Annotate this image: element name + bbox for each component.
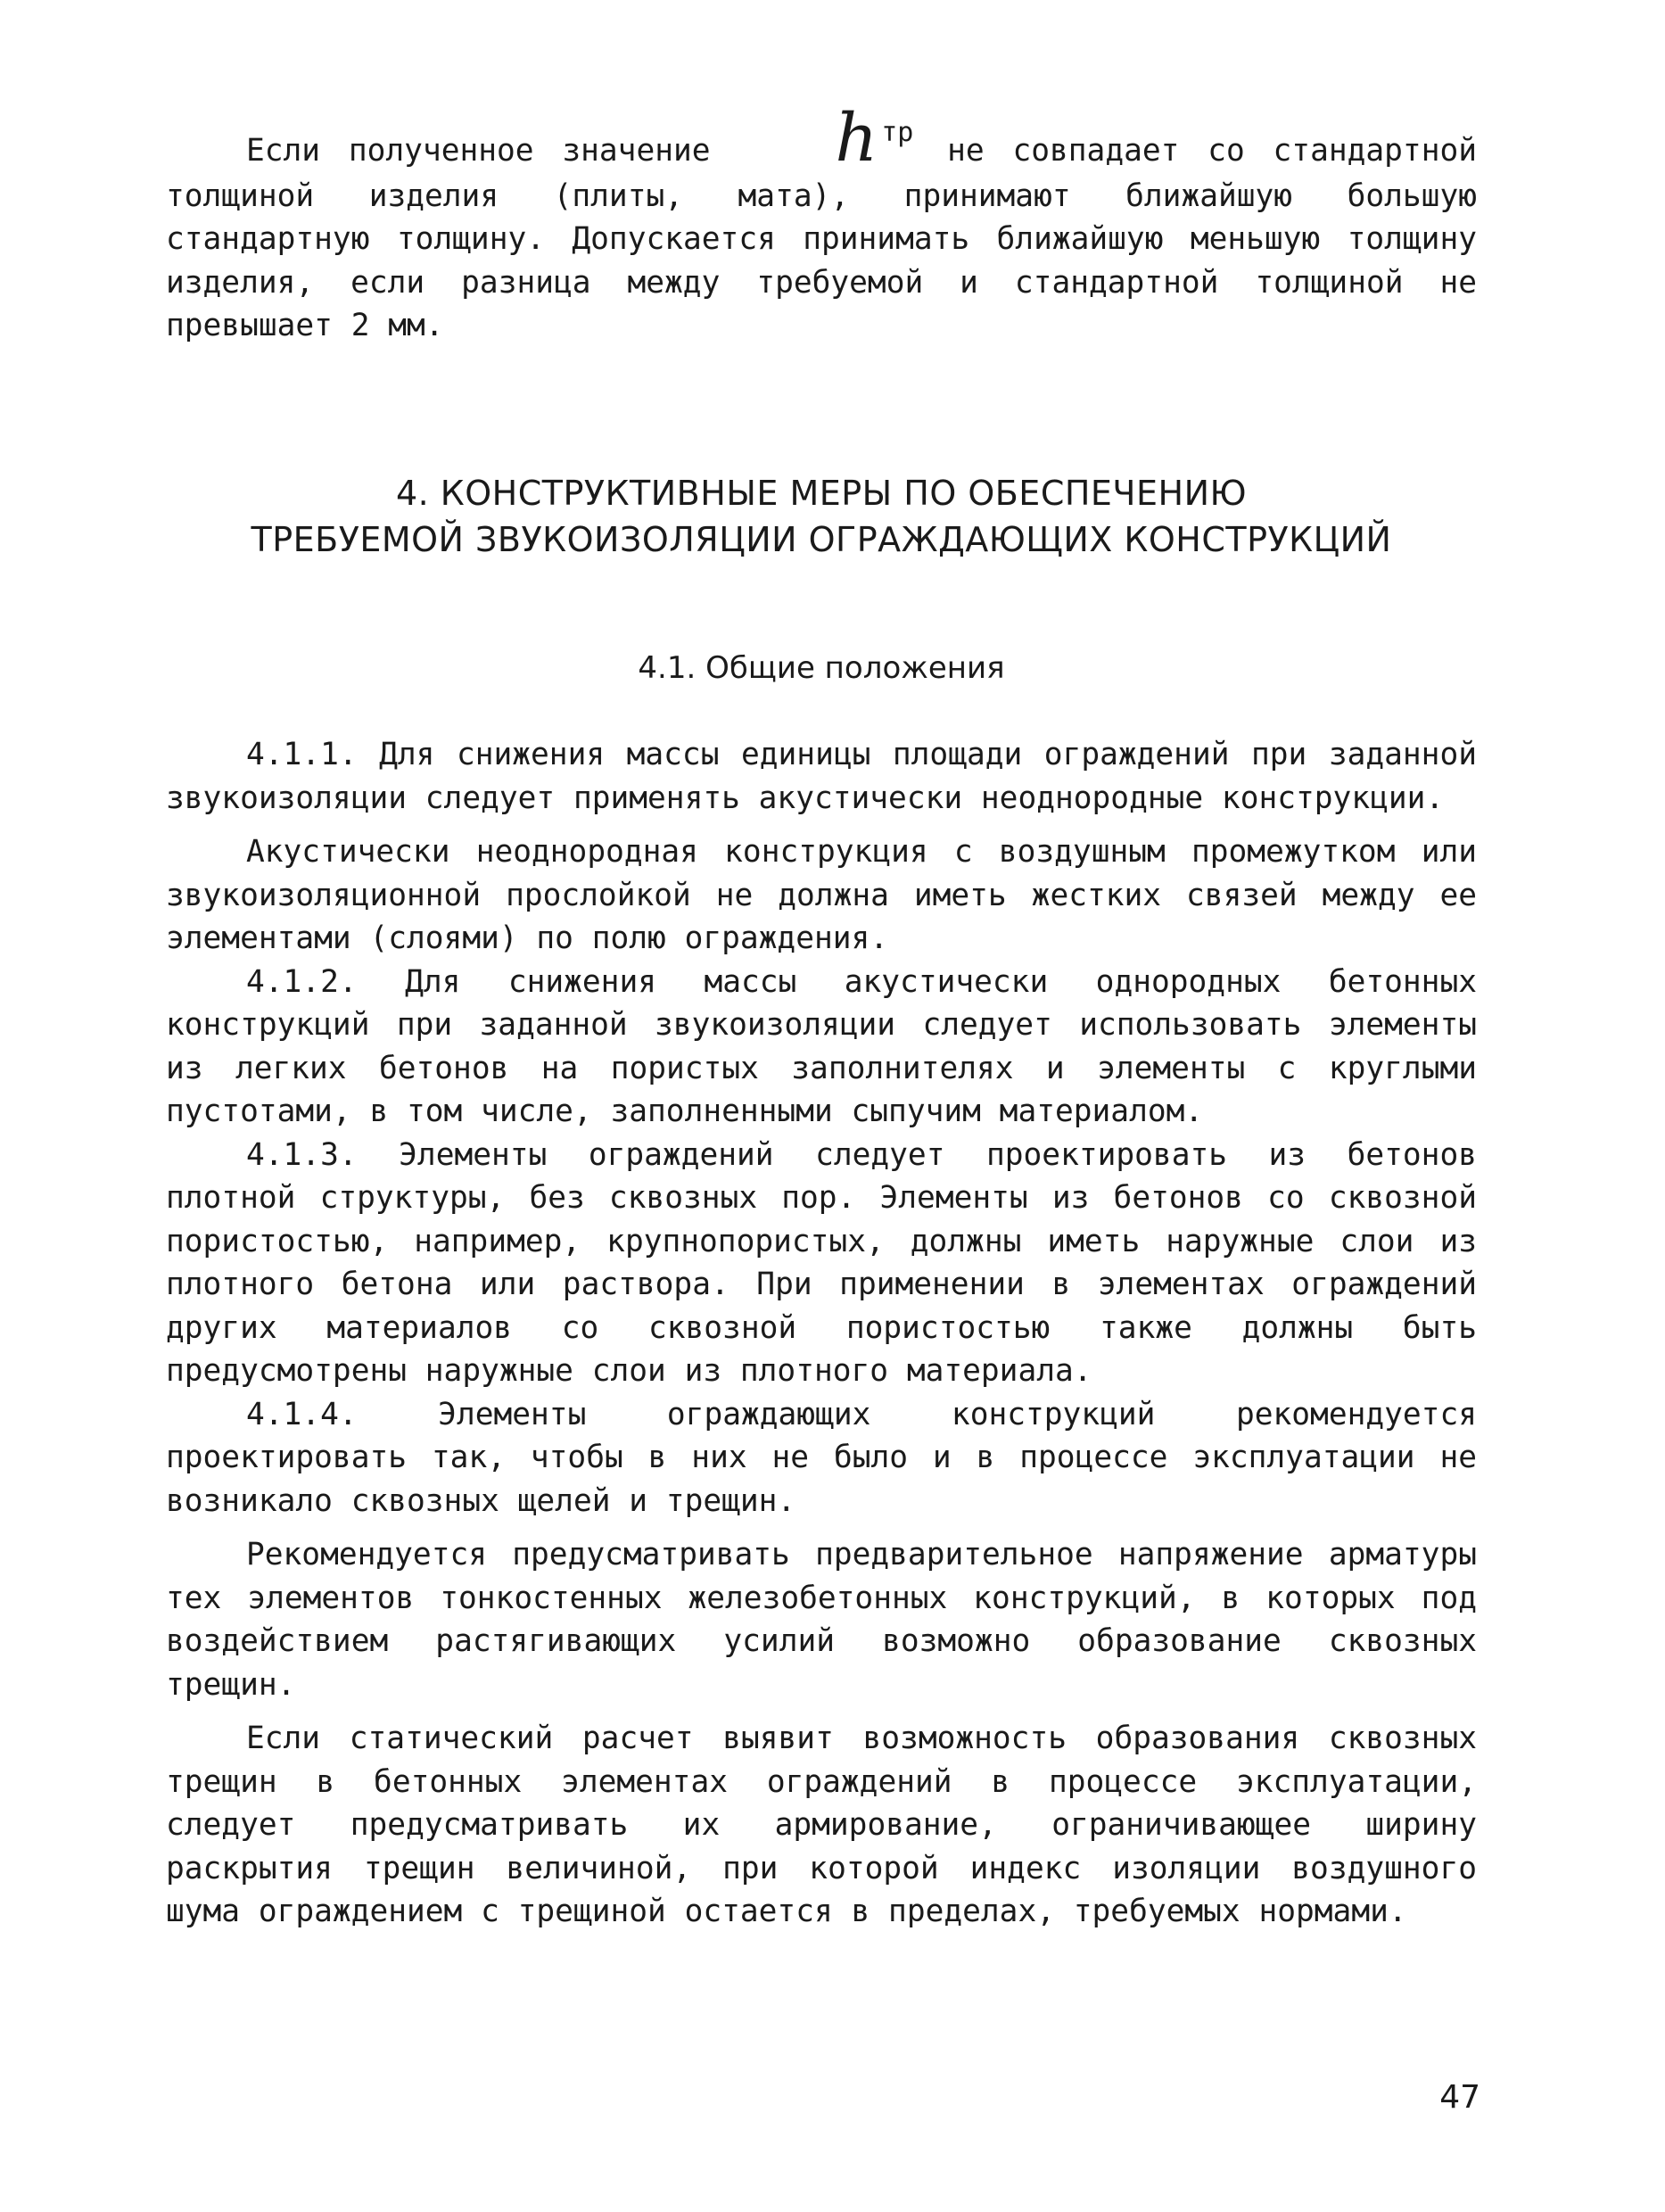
intro-before-symbol: Если полученное значение	[246, 133, 711, 169]
paragraph-4-1-4: 4.1.4. Элементы ограждающих конструкций рекомендуется проектировать так, чтобы в них не было и в процессе эксплуатации не возникало сквозных щелей и трещин.	[166, 1396, 1477, 1519]
paragraph-4-1-2: 4.1.2. Для снижения массы акустически однородных бетонных конструкций при заданной звукоизоляции следует использовать элементы из легких бетонов на пористых заполнителях и элементы с круглыми пустотами, в том числе, заполненными сыпучим материалом.	[166, 963, 1477, 1129]
intro-after-symbol: не совпадает со стандартной толщиной изделия (плиты, мата), принимают ближайшую большую стандартную толщину. Допускается принимать ближайшую меньшую толщину изделия, если разница между требуемой и стандартной толщиной не превышает 2 мм.	[166, 133, 1478, 343]
intro-text	[166, 100, 1478, 348]
chapter-title	[166, 470, 1477, 563]
paragraph-reinforcement: Если статический расчет выявит возможность образования сквозных трещин в бетонных элементах ограждений в процессе эксплуатации, следует предусматривать их армирование, ограничивающее ширину раскрытия трещин величиной, при которой индекс изоляции воздушного шума ограждением с трещиной остается в пределах, требуемых нормами.	[166, 1721, 1477, 1929]
h-symbol: h	[835, 100, 878, 177]
h-symbol-superscript: тр	[881, 117, 914, 148]
chapter-title-line-1: 4. КОНСТРУКТИВНЫЕ МЕРЫ ПО ОБЕСПЕЧЕНИЮ	[395, 474, 1248, 513]
body-text	[166, 733, 1477, 1934]
paragraph-acoustic-nonuniform: Акустически неоднородная конструкция с воздушным промежутком или звукоизоляционной прослойкой не должна иметь жестких связей между ее элементами (слоями) по полю ограждения.	[166, 834, 1477, 956]
chapter-title-line-2: ТРЕБУЕМОЙ ЗВУКОИЗОЛЯЦИИ ОГРАЖДАЮЩИХ КОНСТРУКЦИЙ	[251, 520, 1392, 559]
paragraph-4-1-3: 4.1.3. Элементы ограждений следует проектировать из бетонов плотной структуры, без сквозных пор. Элементы из бетонов со сквозной пористостью, например, крупнопористых, должны иметь наружные слои из плотного бетона или раствора. При применении в элементах ограждений других материалов со сквозной пористостью также должны быть предусмотрены наружные слои из плотного материала.	[166, 1136, 1477, 1389]
section-title: 4.1. Общие положения	[638, 650, 1005, 686]
page-number: 47	[1439, 2079, 1480, 2116]
intro-paragraph	[166, 100, 1478, 348]
paragraph-4-1-1: 4.1.1. Для снижения массы единицы площади ограждений при заданной звукоизоляции следует применять акустически неоднородные конструкции.	[166, 737, 1477, 816]
paragraph-prestress: Рекомендуется предусматривать предварительное напряжение арматуры тех элементов тонкостенных железобетонных конструкций, в которых под воздействием растягивающих усилий возможно образование сквозных трещин.	[166, 1537, 1477, 1703]
